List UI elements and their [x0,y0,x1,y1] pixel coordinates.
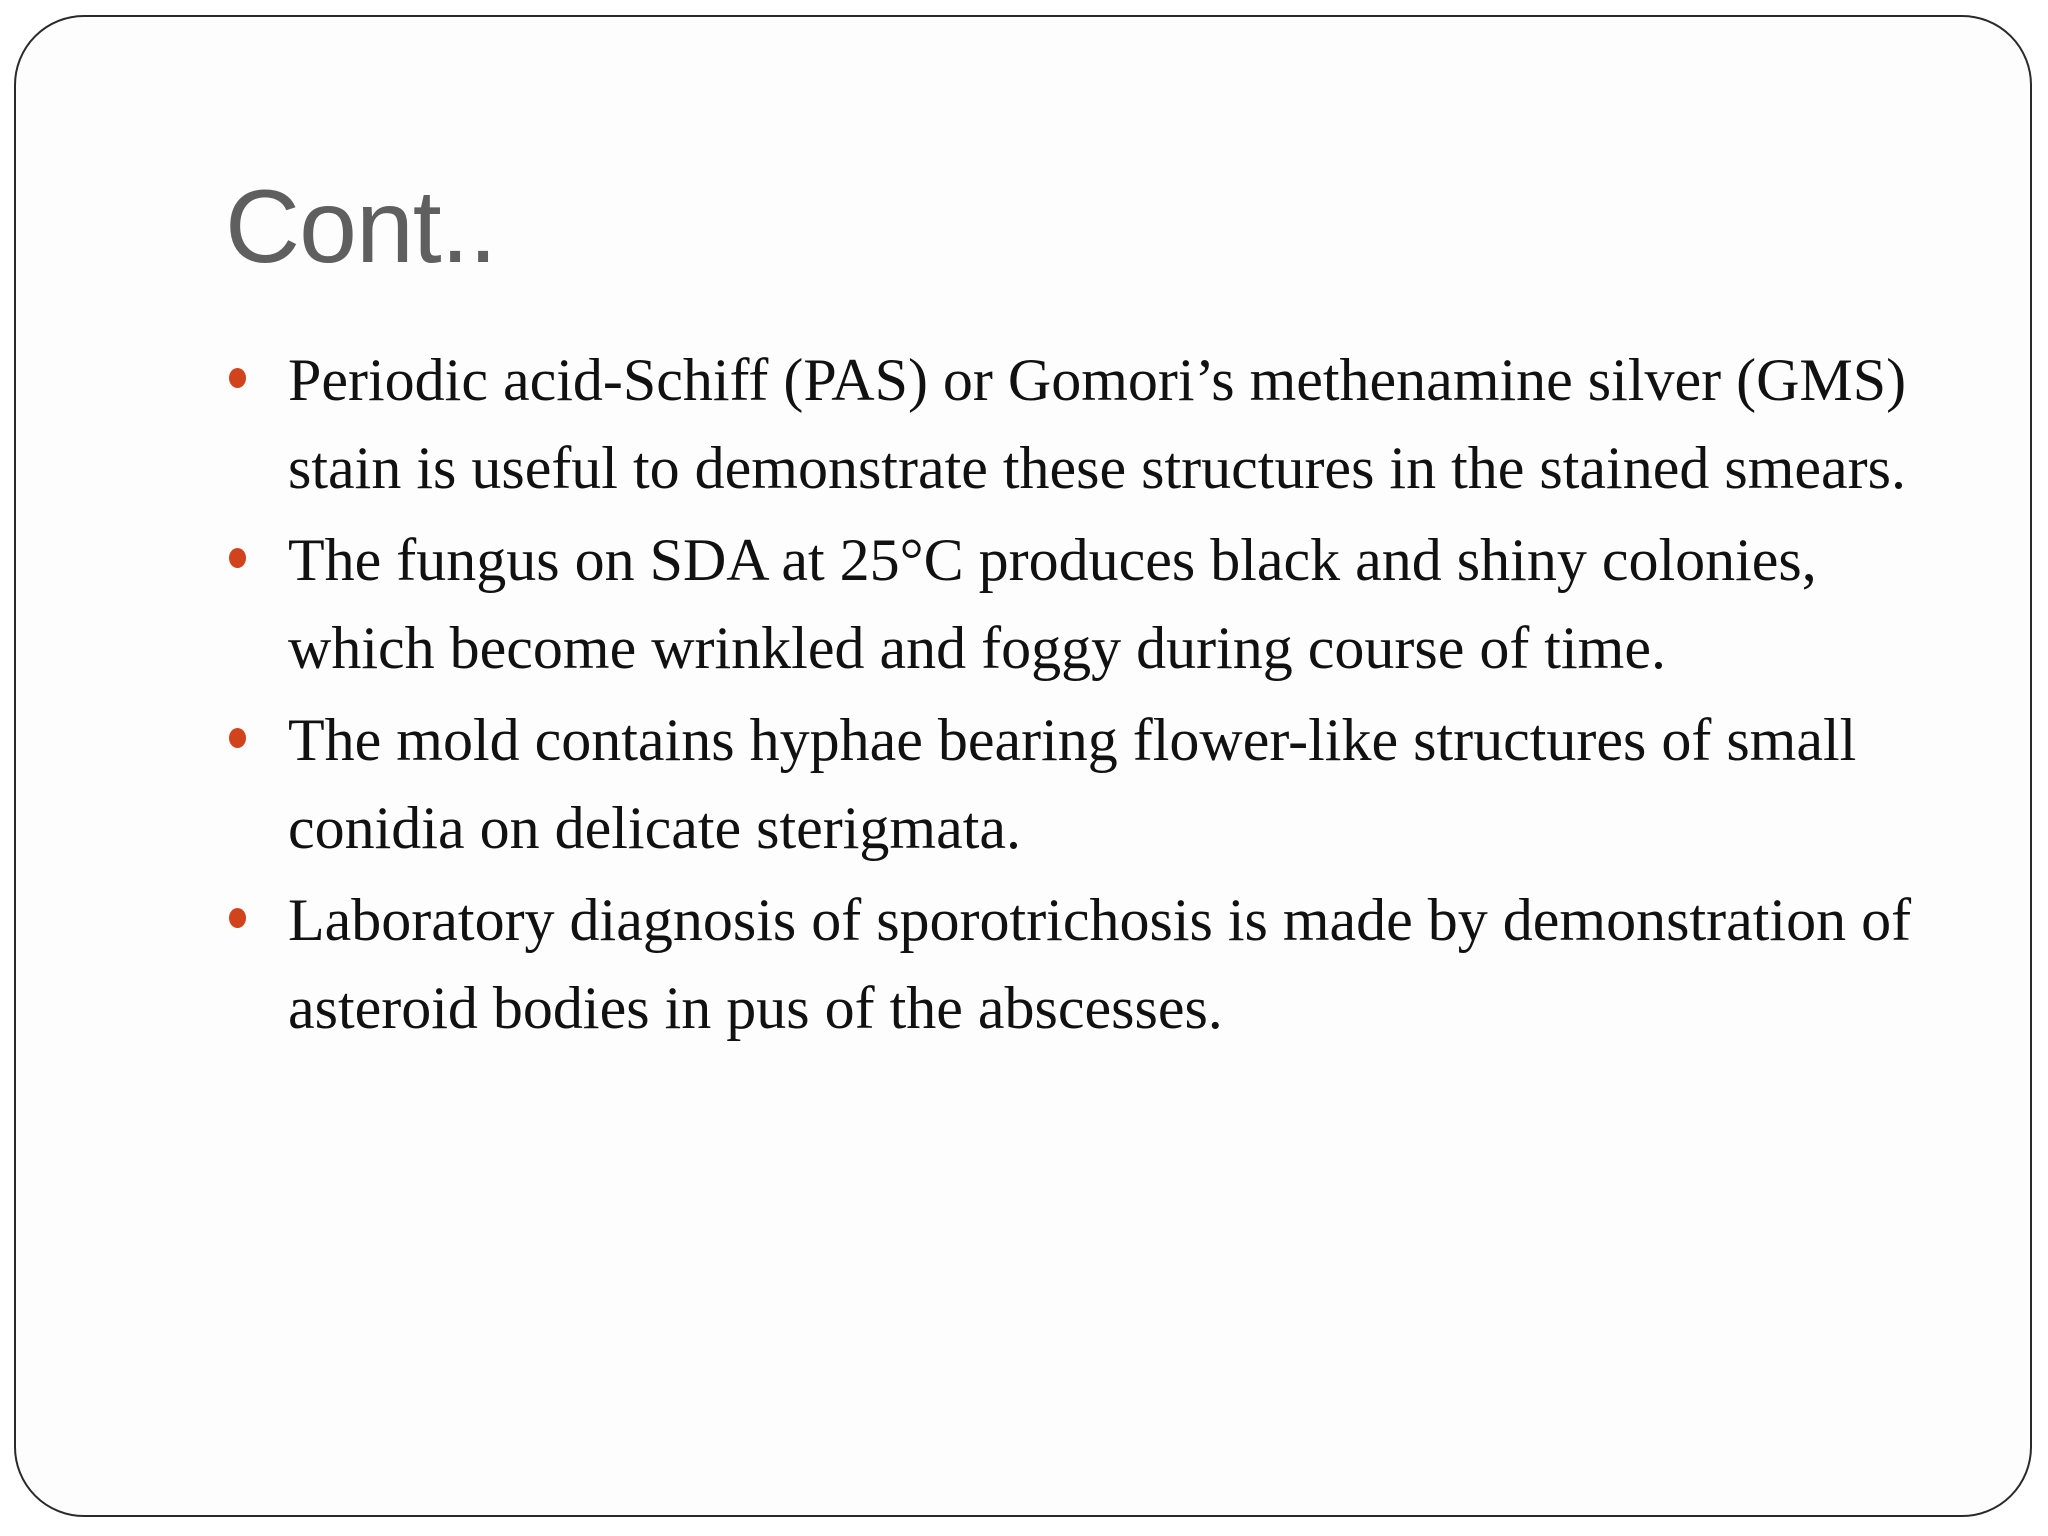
bullet-item [225,876,1945,1052]
bullet-dot-icon [229,908,246,928]
bullet-dot-icon [229,728,246,748]
slide-title: Cont.. [225,169,497,285]
bullet-list [225,336,1945,1056]
bullet-text: The mold contains hyphae bearing flower-like structures of small conidia on delicate sterigmata. [288,707,1857,861]
bullet-text: Periodic acid-Schiff (PAS) or Gomori’s methenamine silver (GMS) stain is useful to demonstrate these structures in the stained smears. [288,347,1907,501]
bullet-text: The fungus on SDA at 25°C produces black and shiny colonies, which become wrinkled and foggy during course of time. [288,527,1817,681]
bullet-dot-icon [229,368,246,388]
bullet-item [225,696,1945,872]
bullet-item [225,336,1945,512]
bullet-item [225,516,1945,692]
bullet-text: Laboratory diagnosis of sporotrichosis is made by demonstration of asteroid bodies in pus of the abscesses. [288,887,1912,1041]
bullet-dot-icon [229,548,246,568]
